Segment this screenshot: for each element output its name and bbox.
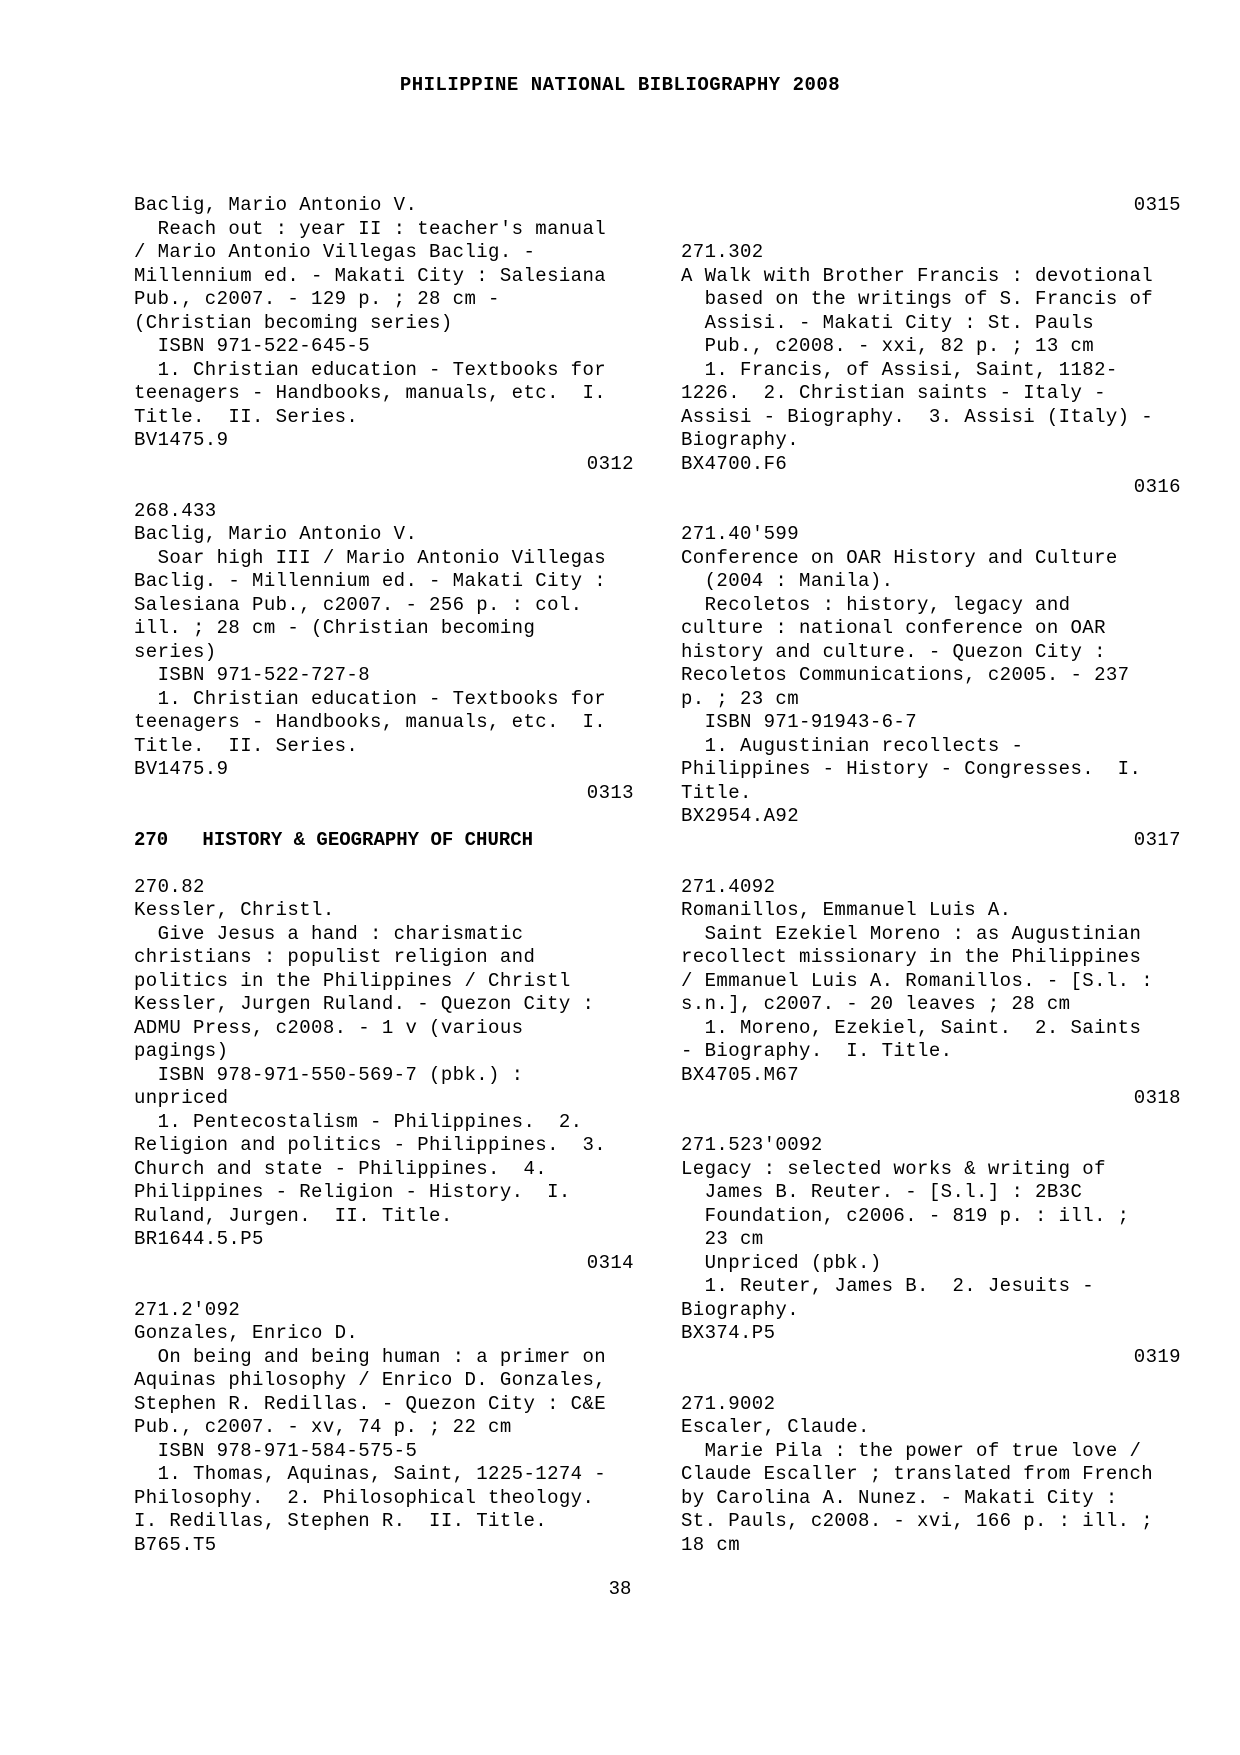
entry-line: 270.82: [134, 875, 205, 898]
entry-line: BR1644.5.P5: [134, 1228, 264, 1250]
entry-line: Saint Ezekiel Moreno : as Augustinian: [681, 922, 1142, 945]
entry-line: ISBN 971-91943-6-7: [681, 711, 918, 733]
entry-line: ISBN 971-522-645-5: [134, 335, 371, 357]
entry-line: 23 cm: [681, 1228, 764, 1250]
blank-line: [134, 476, 634, 500]
right-column: [681, 194, 1181, 1557]
entry-line: (2004 : Manila).: [681, 570, 894, 592]
entry-line: Baclig, Mario Antonio V.: [134, 194, 418, 216]
entry-line: Title. II. Series.: [134, 405, 359, 428]
entry-line: based on the writings of S. Francis of: [681, 288, 1154, 310]
entry-line: 1. Christian education - Textbooks for: [134, 687, 607, 710]
entry-line: - Biography. I. Title.: [681, 1040, 953, 1062]
blank-line: [134, 1275, 634, 1299]
entry-number: 0314: [586, 1251, 634, 1274]
entry-line: politics in the Philippines / Christl: [134, 969, 571, 992]
entry-line: ADMU Press, c2008. - 1 v (various: [134, 1016, 524, 1039]
blank-line: [681, 1111, 1181, 1135]
entry-line: / Mario Antonio Villegas Baclig. -: [134, 241, 536, 263]
entry-line: Salesiana Pub., c2007. - 256 p. : col.: [134, 593, 583, 616]
entry-number: 0316: [1133, 476, 1181, 498]
entry-line: Philippines - History - Congresses. I.: [681, 758, 1142, 780]
entry-line: Title. II. Series.: [134, 734, 359, 757]
entry-line: teenagers - Handbooks, manuals, etc. I.: [134, 711, 607, 733]
entry-line: 1. Augustinian recollects -: [681, 734, 1024, 757]
blank-line: [681, 218, 1181, 242]
entry-line: Philosophy. 2. Philosophical theology.: [134, 1486, 595, 1509]
entry-line: A Walk with Brother Francis : devotional: [681, 264, 1154, 287]
entry-line: 271.2'092: [134, 1298, 241, 1321]
entry-number: 0318: [1133, 1087, 1181, 1109]
entry-line: series): [134, 640, 217, 663]
entry-number: 0319: [1133, 1345, 1181, 1368]
entry-line: 1. Christian education - Textbooks for: [134, 358, 607, 381]
entry-line: Title.: [681, 781, 752, 804]
entry-line: Marie Pila : the power of true love /: [681, 1439, 1142, 1462]
entry-line: Ruland, Jurgen. II. Title.: [134, 1204, 453, 1227]
entry-line: Legacy : selected works & writing of: [681, 1157, 1106, 1180]
entry-line: BV1475.9: [134, 758, 229, 780]
entry-line: Pub., c2007. - 129 p. ; 28 cm -: [134, 288, 500, 310]
entry-line: ill. ; 28 cm - (Christian becoming: [134, 617, 536, 639]
entry-line: Unpriced (pbk.): [681, 1251, 882, 1274]
entry-line: 271.9002: [681, 1392, 776, 1415]
entry-line: Claude Escaller ; translated from French: [681, 1463, 1154, 1485]
entry-line: Religion and politics - Philippines. 3.: [134, 1134, 607, 1156]
entry-line: ISBN 971-522-727-8: [134, 664, 371, 686]
blank-line: [134, 805, 634, 829]
entry-line: 1. Thomas, Aquinas, Saint, 1225-1274 -: [134, 1463, 607, 1485]
entry-line: Millennium ed. - Makati City : Salesiana: [134, 264, 607, 287]
entry-line: 268.433: [134, 499, 217, 522]
entry-line: I. Redillas, Stephen R. II. Title.: [134, 1510, 548, 1532]
entry-line: Biography.: [681, 429, 800, 451]
entry-line: christians : populist religion and: [134, 946, 536, 968]
entry-number: 0312: [586, 452, 634, 475]
entry-line: Assisi. - Makati City : St. Pauls: [681, 311, 1095, 334]
entry-line: Recoletos : history, legacy and: [681, 593, 1071, 616]
entry-line: history and culture. - Quezon City :: [681, 640, 1106, 663]
entry-line: Romanillos, Emmanuel Luis A.: [681, 899, 1012, 921]
entry-line: unpriced: [134, 1087, 229, 1109]
entry-number: 0315: [1133, 194, 1181, 216]
entry-line: BX4700.F6: [681, 452, 788, 475]
entry-line: Escaler, Claude.: [681, 1416, 870, 1438]
entry-line: 271.4092: [681, 875, 776, 898]
entry-line: Foundation, c2006. - 819 p. : ill. ;: [681, 1204, 1130, 1227]
entry-line: Philippines - Religion - History. I.: [134, 1181, 571, 1203]
entry-line: by Carolina A. Nunez. - Makati City :: [681, 1486, 1118, 1509]
entry-line: B765.T5: [134, 1533, 217, 1556]
entry-line: culture : national conference on OAR: [681, 617, 1106, 639]
entry-line: St. Pauls, c2008. - xvi, 166 p. : ill. ;: [681, 1510, 1154, 1532]
entry-line: Give Jesus a hand : charismatic: [134, 922, 524, 945]
entry-line: Kessler, Jurgen Ruland. - Quezon City :: [134, 993, 595, 1015]
entry-line: recollect missionary in the Philippines: [681, 946, 1142, 968]
entry-line: 271.302: [681, 241, 764, 263]
entry-line: / Emmanuel Luis A. Romanillos. - [S.l. :: [681, 969, 1154, 992]
entry-line: James B. Reuter. - [S.l.] : 2B3C: [681, 1181, 1083, 1203]
blank-line: [681, 1369, 1181, 1393]
page-number: 38: [608, 1578, 632, 1600]
entry-line: Gonzales, Enrico D.: [134, 1322, 359, 1344]
entry-line: Reach out : year II : teacher's manual: [134, 217, 607, 240]
entry-line: pagings): [134, 1040, 229, 1062]
entry-line: Baclig, Mario Antonio V.: [134, 523, 418, 545]
blank-line: [681, 852, 1181, 876]
entry-line: 271.523'0092: [681, 1134, 823, 1156]
entry-line: BX374.P5: [681, 1322, 776, 1344]
entry-number: 0313: [586, 781, 634, 804]
entry-line: Pub., c2007. - xv, 74 p. ; 22 cm: [134, 1416, 512, 1438]
entry-line: Aquinas philosophy / Enrico D. Gonzales,: [134, 1369, 607, 1391]
entry-line: 1. Moreno, Ezekiel, Saint. 2. Saints: [681, 1016, 1142, 1039]
entry-line: teenagers - Handbooks, manuals, etc. I.: [134, 382, 607, 404]
entry-line: 1226. 2. Christian saints - Italy -: [681, 382, 1106, 404]
entry-line: s.n.], c2007. - 20 leaves ; 28 cm: [681, 993, 1071, 1015]
entry-line: Biography.: [681, 1298, 800, 1321]
entry-line: Assisi - Biography. 3. Assisi (Italy) -: [681, 405, 1154, 428]
left-column: [134, 194, 634, 1557]
entry-line: Pub., c2008. - xxi, 82 p. ; 13 cm: [681, 335, 1095, 357]
entry-line: 18 cm: [681, 1533, 741, 1556]
entry-line: Kessler, Christl.: [134, 899, 335, 921]
entry-line: (Christian becoming series): [134, 311, 453, 334]
entry-line: 1. Reuter, James B. 2. Jesuits -: [681, 1275, 1095, 1297]
entry-line: BX4705.M67: [681, 1063, 800, 1086]
entry-line: Church and state - Philippines. 4.: [134, 1157, 548, 1180]
blank-line: [681, 500, 1181, 524]
entry-line: Stephen R. Redillas. - Quezon City : C&E: [134, 1392, 607, 1415]
section-heading: 270 HISTORY & GEOGRAPHY OF CHURCH: [134, 828, 534, 851]
page-title: PHILIPPINE NATIONAL BIBLIOGRAPHY 2008: [399, 74, 841, 96]
entry-line: p. ; 23 cm: [681, 687, 800, 710]
blank-line: [134, 852, 634, 876]
entry-number: 0317: [1133, 828, 1181, 851]
entry-line: Recoletos Communications, c2005. - 237: [681, 664, 1130, 686]
entry-line: BV1475.9: [134, 429, 229, 451]
entry-line: 1. Pentecostalism - Philippines. 2.: [134, 1110, 583, 1133]
entry-line: Conference on OAR History and Culture: [681, 546, 1118, 569]
entry-line: 1. Francis, of Assisi, Saint, 1182-: [681, 358, 1118, 381]
entry-line: Soar high III / Mario Antonio Villegas: [134, 546, 607, 569]
entry-line: ISBN 978-971-584-575-5: [134, 1439, 418, 1462]
entry-line: 271.40'599: [681, 523, 800, 545]
entry-line: BX2954.A92: [681, 805, 800, 827]
entry-line: Baclig. - Millennium ed. - Makati City :: [134, 570, 607, 592]
entry-line: ISBN 978-971-550-569-7 (pbk.) :: [134, 1063, 524, 1086]
entry-line: On being and being human : a primer on: [134, 1345, 607, 1368]
